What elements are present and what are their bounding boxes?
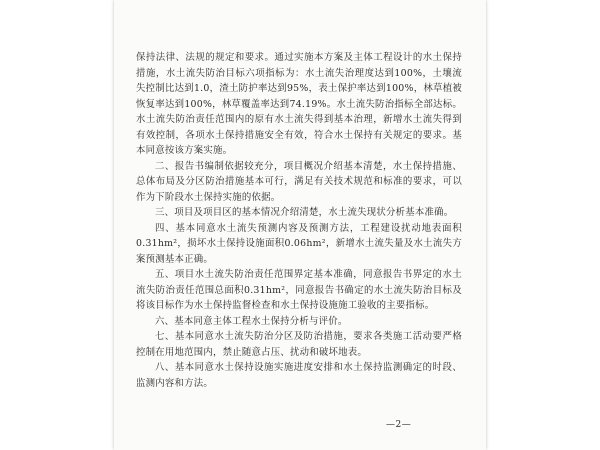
document-body [136, 50, 462, 391]
paragraph-6: 六、基本同意主体工程水土保持分析与评价。 [155, 315, 348, 327]
paragraph-7: 七、基本同意水土流失防治分区及防治措施，要求各类施工活动要严格控制在用地范围内，禁止随意占压、扰动和破坏地表。 [136, 331, 462, 358]
paragraph-8: 八、基本同意水土保持设施实施进度安排和水土保持监测确定的时段、监测内容和方法。 [136, 362, 462, 389]
page-number: —2— [386, 420, 412, 430]
paragraph-2: 二、报告书编制依据较充分，项目概况介绍基本清楚，水土保持措施、总体布局及分区防治措施基本可行，满足有关技术规范和标准的要求，可以作为下阶段水土保持实施的依据。 [136, 160, 462, 203]
document-page [114, 0, 486, 450]
paragraph-4: 四、基本同意水土流失预测内容及预测方法，工程建设扰动地表面积0.31hm²，损坏水土保持设施面积0.06hm²，新增水土流失量及水土流失方案预测基本正确。 [136, 222, 462, 265]
paragraph-5: 五、项目水土流失防治责任范围界定基本准确，同意报告书界定的水土流失防治责任范围总面积0.31hm²，同意报告书确定的水土流失防治目标及将该目标作为水土保持监督检查和水土保持设施施工验收的主要指标。 [136, 269, 462, 311]
paragraph-1: 保持法律、法规的规定和要求。通过实施本方案及主体工程设计的水土保持措施，水土流失防治目标六项指标为：水土流失治理度达到100%，土壤流失控制比达到1.0，渣土防护率达到95%，表土保护率达到100%，林草植被恢复率达到100%，林草覆盖率达到74.19%。水土流失防治指标全部达标。水土流失防治责任范围内的原有水土流失得到基本治理，新增水土流失得到有效控制，各项水土保持措施安全有效，符合水土保持有关规定的要求。基本同意按该方案实施。 [136, 52, 462, 156]
paragraph-3: 三、项目及项目区的基本情况介绍清楚，水土流失现状分析基本准确。 [155, 207, 454, 218]
